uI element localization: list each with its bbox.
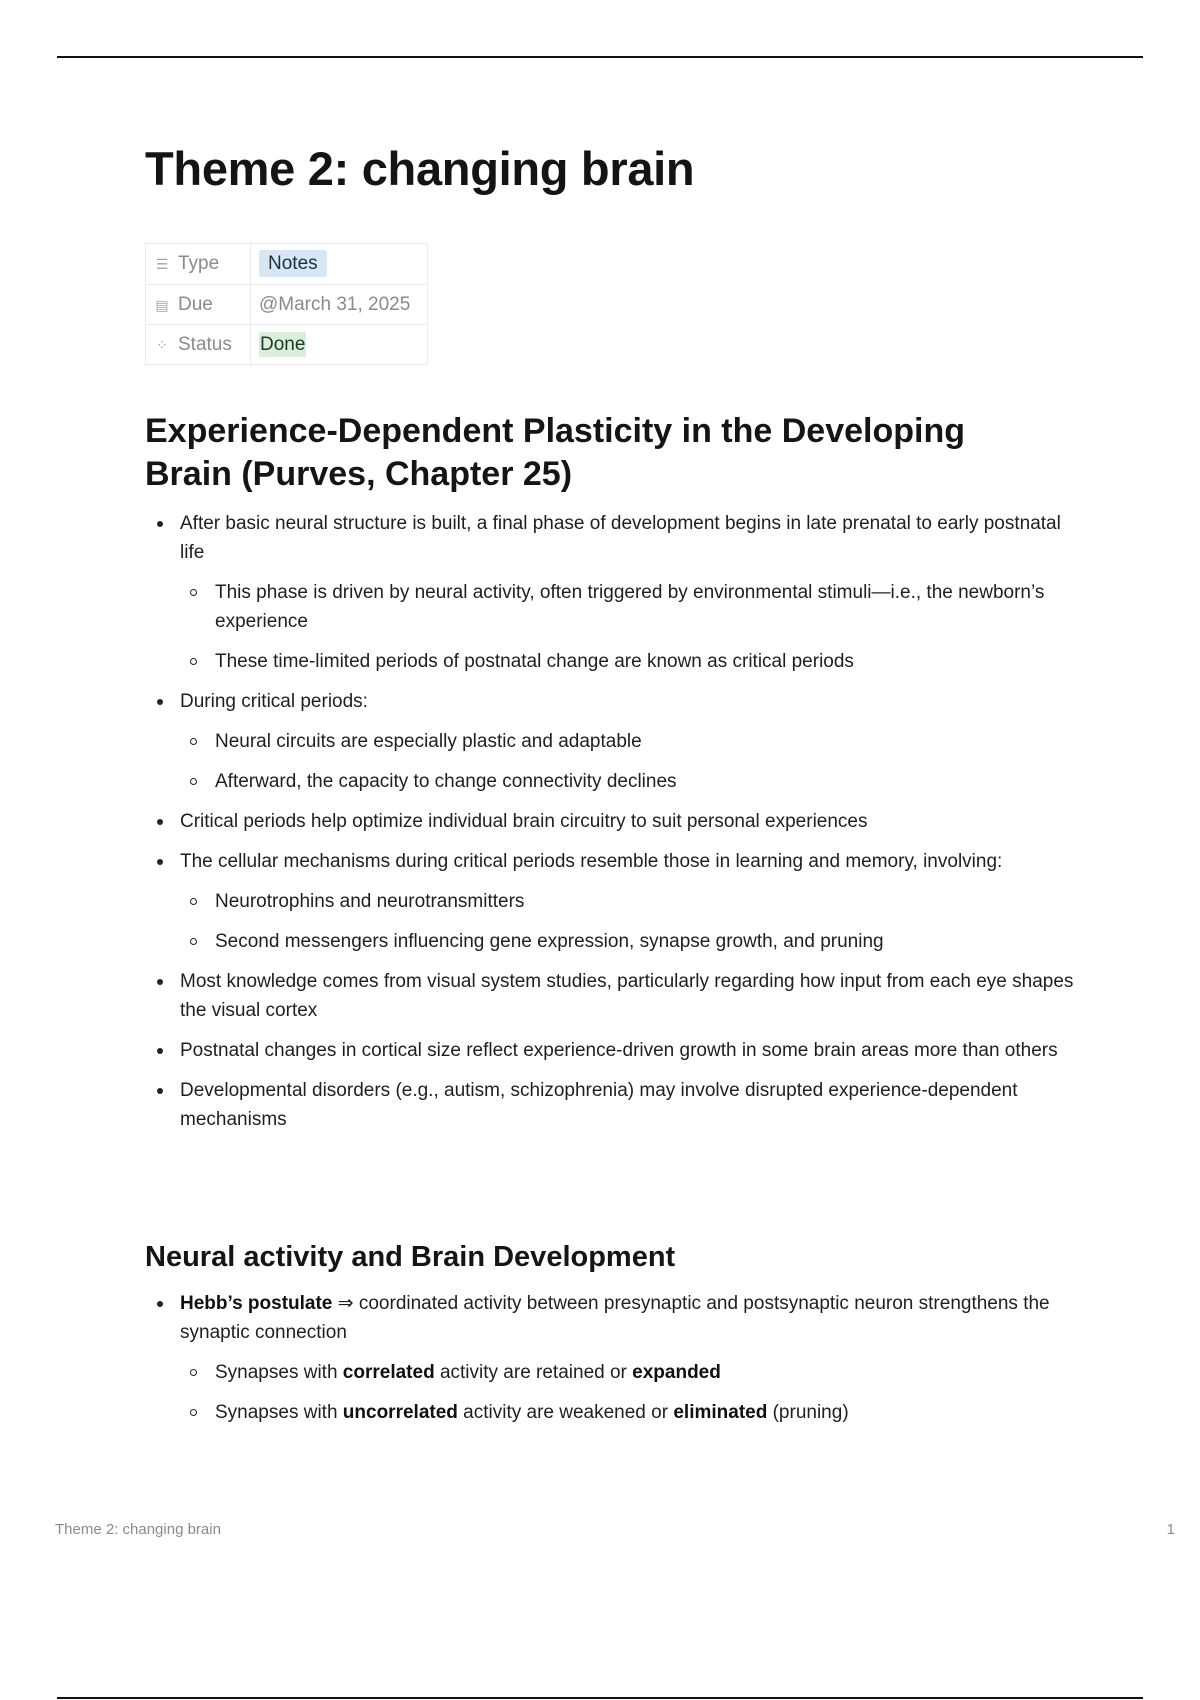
type-tag[interactable]: Notes: [259, 250, 327, 277]
bullet: [157, 1088, 163, 1094]
bullet: [190, 1369, 197, 1376]
list-item: Second messengers influencing gene expression, synapse growth, and pruning: [145, 927, 1090, 956]
bullet: [190, 658, 197, 665]
arrow-icon: ⇒: [337, 1293, 354, 1314]
property-label: Type: [178, 253, 220, 274]
list-item: During critical periods:: [145, 687, 1090, 716]
property-label: Due: [178, 293, 213, 315]
list-item: This phase is driven by neural activity, often triggered by environmental stimuli—i.e., the newborn’s experience: [145, 578, 1090, 636]
list-item: Afterward, the capacity to change connectivity declines: [145, 767, 1090, 796]
bullet: [190, 938, 197, 945]
list-item: The cellular mechanisms during critical periods resemble those in learning and memory, involving:: [145, 847, 1090, 876]
bullet: [157, 819, 163, 825]
bullet: [157, 521, 163, 527]
top-rule: [57, 56, 1143, 58]
plasticity-bullet-list: [145, 509, 1090, 1145]
status-spinner-icon: ⁘: [156, 336, 168, 353]
list-item: Hebb’s postulate ⇒ coordinated activity between presynaptic and postsynaptic neuron strengthens the synaptic connection: [145, 1289, 1090, 1347]
bullet: [157, 979, 163, 985]
bullet: [190, 778, 197, 785]
bullet: [157, 1048, 163, 1054]
list-item: These time-limited periods of postnatal change are known as critical periods: [145, 647, 1090, 676]
property-row-due[interactable]: [146, 285, 428, 325]
page-number: 1: [1166, 1521, 1175, 1538]
list-icon: ☰: [155, 256, 169, 272]
properties-table: [145, 243, 428, 365]
bottom-rule: [57, 1697, 1143, 1699]
page-title: Theme 2: changing brain: [145, 142, 695, 195]
bullet: [190, 898, 197, 905]
section-heading-plasticity: Experience-Dependent Plasticity in the Developing Brain (Purves, Chapter 25): [145, 412, 965, 493]
list-item: Postnatal changes in cortical size reflect experience-driven growth in some brain areas more than others: [145, 1036, 1090, 1065]
hebb-term: Hebb’s postulate: [180, 1293, 333, 1314]
status-badge[interactable]: Done: [260, 333, 306, 355]
list-item: Neural circuits are especially plastic and adaptable: [145, 727, 1090, 756]
neural-activity-bullet-list: [145, 1289, 1090, 1438]
list-item: Neurotrophins and neurotransmitters: [145, 887, 1090, 916]
property-row-type[interactable]: [146, 244, 428, 285]
list-item: Developmental disorders (e.g., autism, schizophrenia) may involve disrupted experience-dependent mechanisms: [145, 1076, 1090, 1134]
list-item: Critical periods help optimize individual brain circuitry to suit personal experiences: [145, 807, 1090, 836]
bullet: [157, 1301, 163, 1307]
list-item: After basic neural structure is built, a final phase of development begins in late prenatal to early postnatal life: [145, 509, 1090, 567]
footer-title: Theme 2: changing brain: [55, 1521, 221, 1538]
property-label: Status: [178, 333, 232, 355]
list-item: Synapses with uncorrelated activity are weakened or eliminated (pruning): [145, 1398, 1090, 1427]
property-row-status[interactable]: [146, 325, 428, 365]
section-heading-neural-activity: Neural activity and Brain Development: [145, 1241, 676, 1273]
bullet: [157, 699, 163, 705]
list-item: Most knowledge comes from visual system studies, particularly regarding how input from each eye shapes the visual cortex: [145, 967, 1090, 1025]
due-date[interactable]: @March 31, 2025: [259, 293, 411, 315]
bullet: [157, 859, 163, 865]
calendar-icon: ▤: [155, 296, 169, 313]
bullet: [190, 738, 197, 745]
list-item: Synapses with correlated activity are retained or expanded: [145, 1358, 1090, 1387]
bullet: [190, 1409, 197, 1416]
bullet: [190, 589, 197, 596]
